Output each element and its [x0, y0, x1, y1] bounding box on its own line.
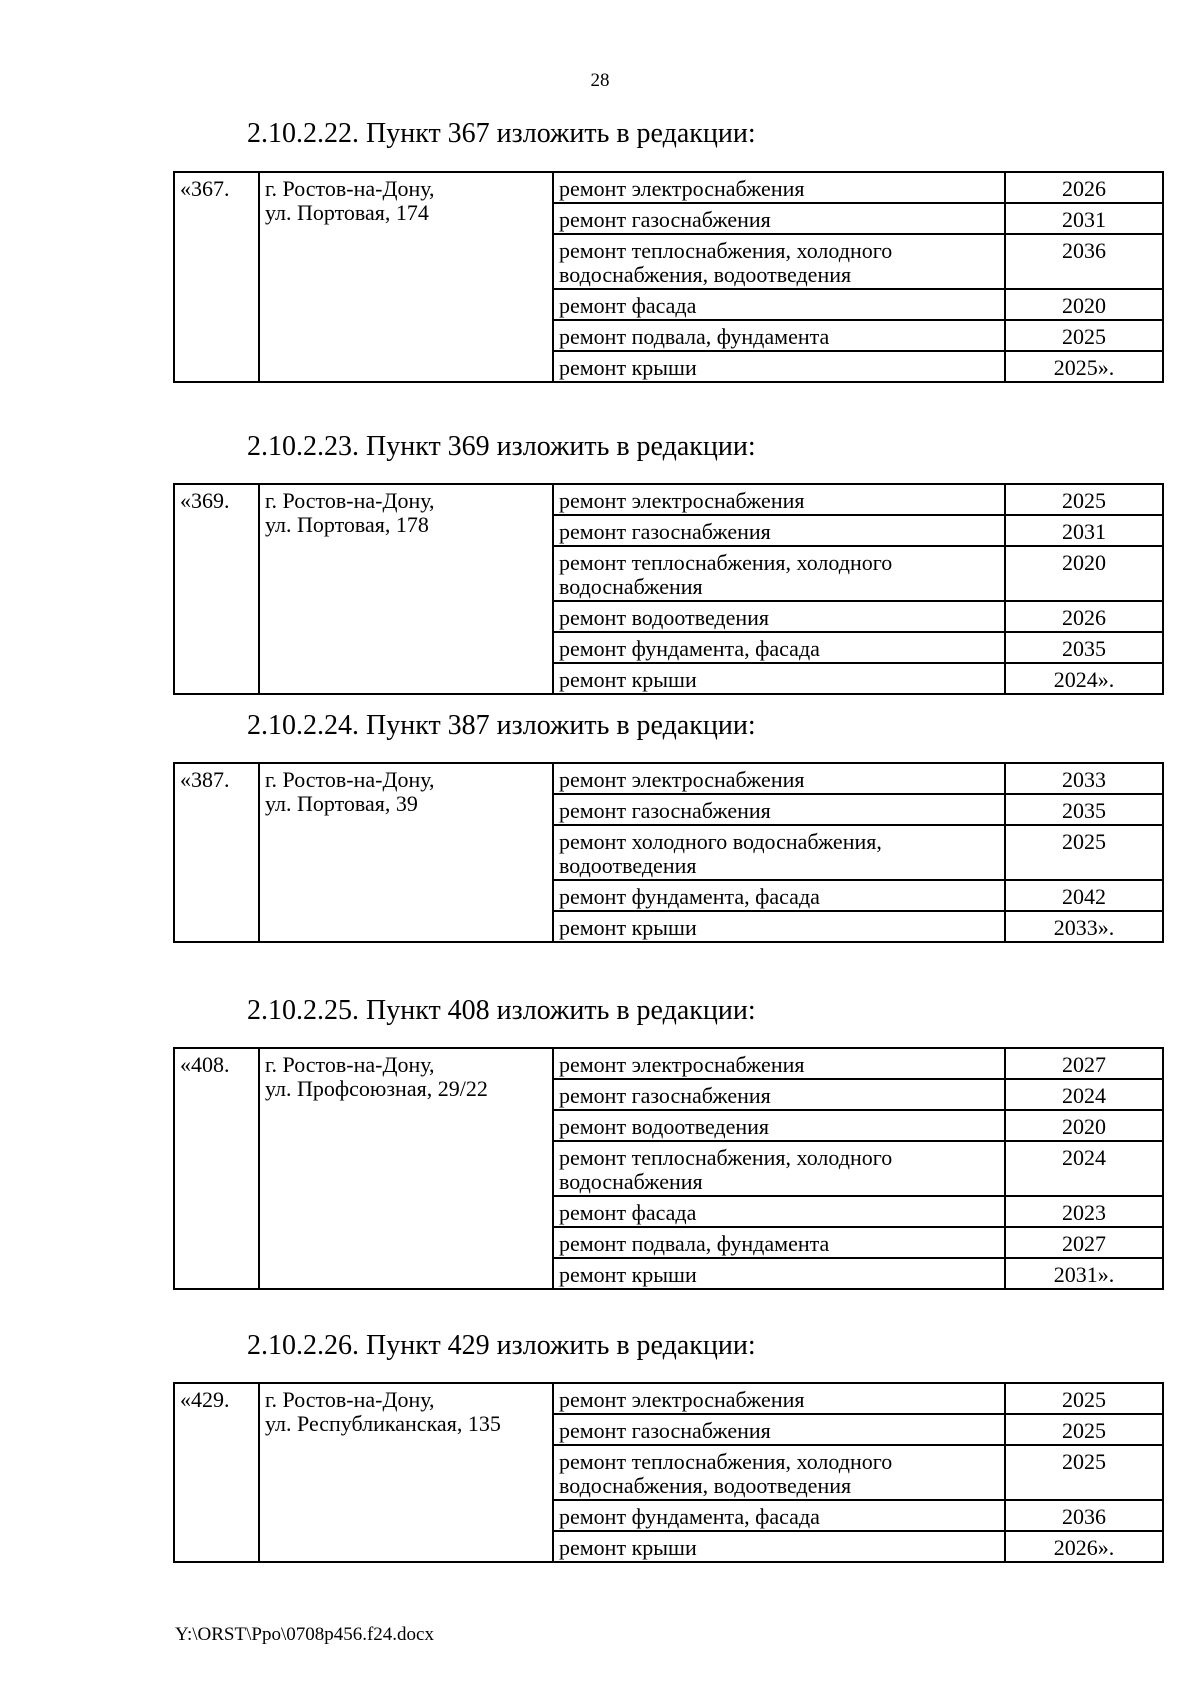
- item-number: «387.: [174, 763, 259, 942]
- work-type: ремонт подвала, фундамента: [553, 320, 1005, 351]
- amendment-table: [173, 762, 1164, 943]
- section-heading: 2.10.2.23. Пункт 369 изложить в редакции:: [247, 431, 756, 462]
- work-year: 2031: [1005, 515, 1163, 546]
- work-type: ремонт газоснабжения: [553, 515, 1005, 546]
- work-year: 2024».: [1005, 663, 1163, 694]
- work-type: ремонт крыши: [553, 351, 1005, 382]
- address-city: г. Ростов-на-Дону,: [265, 1052, 435, 1077]
- work-type: ремонт холодного водоснабжения, водоотведения: [553, 825, 1005, 880]
- address-city: г. Ростов-на-Дону,: [265, 176, 435, 201]
- work-type: ремонт электроснабжения: [553, 1383, 1005, 1414]
- work-type: ремонт фасада: [553, 289, 1005, 320]
- table-row: [174, 172, 1163, 203]
- work-type: ремонт газоснабжения: [553, 1079, 1005, 1110]
- work-year: 2025: [1005, 1383, 1163, 1414]
- work-type: ремонт электроснабжения: [553, 172, 1005, 203]
- amendment-table: [173, 1382, 1164, 1563]
- address-city: г. Ростов-на-Дону,: [265, 488, 435, 513]
- work-year: 2025: [1005, 1445, 1163, 1500]
- address-cell: [259, 172, 553, 382]
- work-type: ремонт фундамента, фасада: [553, 632, 1005, 663]
- address-street: ул. Портовая, 39: [265, 791, 418, 816]
- work-year: 2020: [1005, 1110, 1163, 1141]
- footer-file-path: Y:\ORST\Ppo\0708p456.f24.docx: [175, 1624, 434, 1645]
- work-type: ремонт водоотведения: [553, 601, 1005, 632]
- work-year: 2025: [1005, 1414, 1163, 1445]
- amendment-table: [173, 1047, 1164, 1290]
- address-city: г. Ростов-на-Дону,: [265, 1387, 435, 1412]
- work-year: 2023: [1005, 1196, 1163, 1227]
- work-year: 2031: [1005, 203, 1163, 234]
- work-type: ремонт подвала, фундамента: [553, 1227, 1005, 1258]
- item-number: «408.: [174, 1048, 259, 1289]
- work-year: 2035: [1005, 794, 1163, 825]
- item-number: «369.: [174, 484, 259, 694]
- work-year: 2027: [1005, 1048, 1163, 1079]
- address-street: ул. Республиканская, 135: [265, 1411, 501, 1436]
- address-cell: [259, 763, 553, 942]
- work-year: 2026».: [1005, 1531, 1163, 1562]
- page-number: 28: [590, 70, 610, 91]
- work-type: ремонт теплоснабжения, холодного водоснабжения, водоотведения: [553, 1445, 1005, 1500]
- work-type: ремонт крыши: [553, 1258, 1005, 1289]
- table-row: [174, 763, 1163, 794]
- address-city: г. Ростов-на-Дону,: [265, 767, 435, 792]
- work-type: ремонт фундамента, фасада: [553, 1500, 1005, 1531]
- section-heading: 2.10.2.22. Пункт 367 изложить в редакции:: [247, 118, 756, 149]
- work-type: ремонт крыши: [553, 1531, 1005, 1562]
- table-row: [174, 1048, 1163, 1079]
- item-number: «367.: [174, 172, 259, 382]
- address-cell: [259, 1048, 553, 1289]
- work-type: ремонт крыши: [553, 911, 1005, 942]
- table-row: [174, 1383, 1163, 1414]
- address-cell: [259, 1383, 553, 1562]
- work-year: 2033: [1005, 763, 1163, 794]
- work-year: 2035: [1005, 632, 1163, 663]
- address-cell: [259, 484, 553, 694]
- section-heading: 2.10.2.26. Пункт 429 изложить в редакции:: [247, 1330, 756, 1361]
- work-type: ремонт теплоснабжения, холодного водоснабжения: [553, 1141, 1005, 1196]
- work-year: 2026: [1005, 172, 1163, 203]
- work-type: ремонт газоснабжения: [553, 203, 1005, 234]
- work-type: ремонт газоснабжения: [553, 794, 1005, 825]
- work-year: 2025: [1005, 320, 1163, 351]
- section-heading: 2.10.2.25. Пункт 408 изложить в редакции:: [247, 995, 756, 1026]
- work-year: 2026: [1005, 601, 1163, 632]
- work-year: 2024: [1005, 1079, 1163, 1110]
- work-type: ремонт газоснабжения: [553, 1414, 1005, 1445]
- item-number: «429.: [174, 1383, 259, 1562]
- work-type: ремонт электроснабжения: [553, 763, 1005, 794]
- work-year: 2020: [1005, 289, 1163, 320]
- work-type: ремонт теплоснабжения, холодного водоснабжения: [553, 546, 1005, 601]
- work-year: 2024: [1005, 1141, 1163, 1196]
- work-year: 2025».: [1005, 351, 1163, 382]
- amendment-table: [173, 171, 1164, 383]
- work-year: 2025: [1005, 825, 1163, 880]
- work-type: ремонт крыши: [553, 663, 1005, 694]
- address-street: ул. Профсоюзная, 29/22: [265, 1076, 488, 1101]
- work-year: 2027: [1005, 1227, 1163, 1258]
- work-type: ремонт фундамента, фасада: [553, 880, 1005, 911]
- work-year: 2025: [1005, 484, 1163, 515]
- work-type: ремонт электроснабжения: [553, 484, 1005, 515]
- section-heading: 2.10.2.24. Пункт 387 изложить в редакции:: [247, 710, 756, 741]
- work-year: 2020: [1005, 546, 1163, 601]
- address-street: ул. Портовая, 174: [265, 200, 429, 225]
- work-year: 2033».: [1005, 911, 1163, 942]
- work-type: ремонт электроснабжения: [553, 1048, 1005, 1079]
- amendment-table: [173, 483, 1164, 695]
- work-year: 2036: [1005, 1500, 1163, 1531]
- work-type: ремонт фасада: [553, 1196, 1005, 1227]
- work-type: ремонт водоотведения: [553, 1110, 1005, 1141]
- work-year: 2042: [1005, 880, 1163, 911]
- work-year: 2031».: [1005, 1258, 1163, 1289]
- address-street: ул. Портовая, 178: [265, 512, 429, 537]
- table-row: [174, 484, 1163, 515]
- work-type: ремонт теплоснабжения, холодного водоснабжения, водоотведения: [553, 234, 1005, 289]
- work-year: 2036: [1005, 234, 1163, 289]
